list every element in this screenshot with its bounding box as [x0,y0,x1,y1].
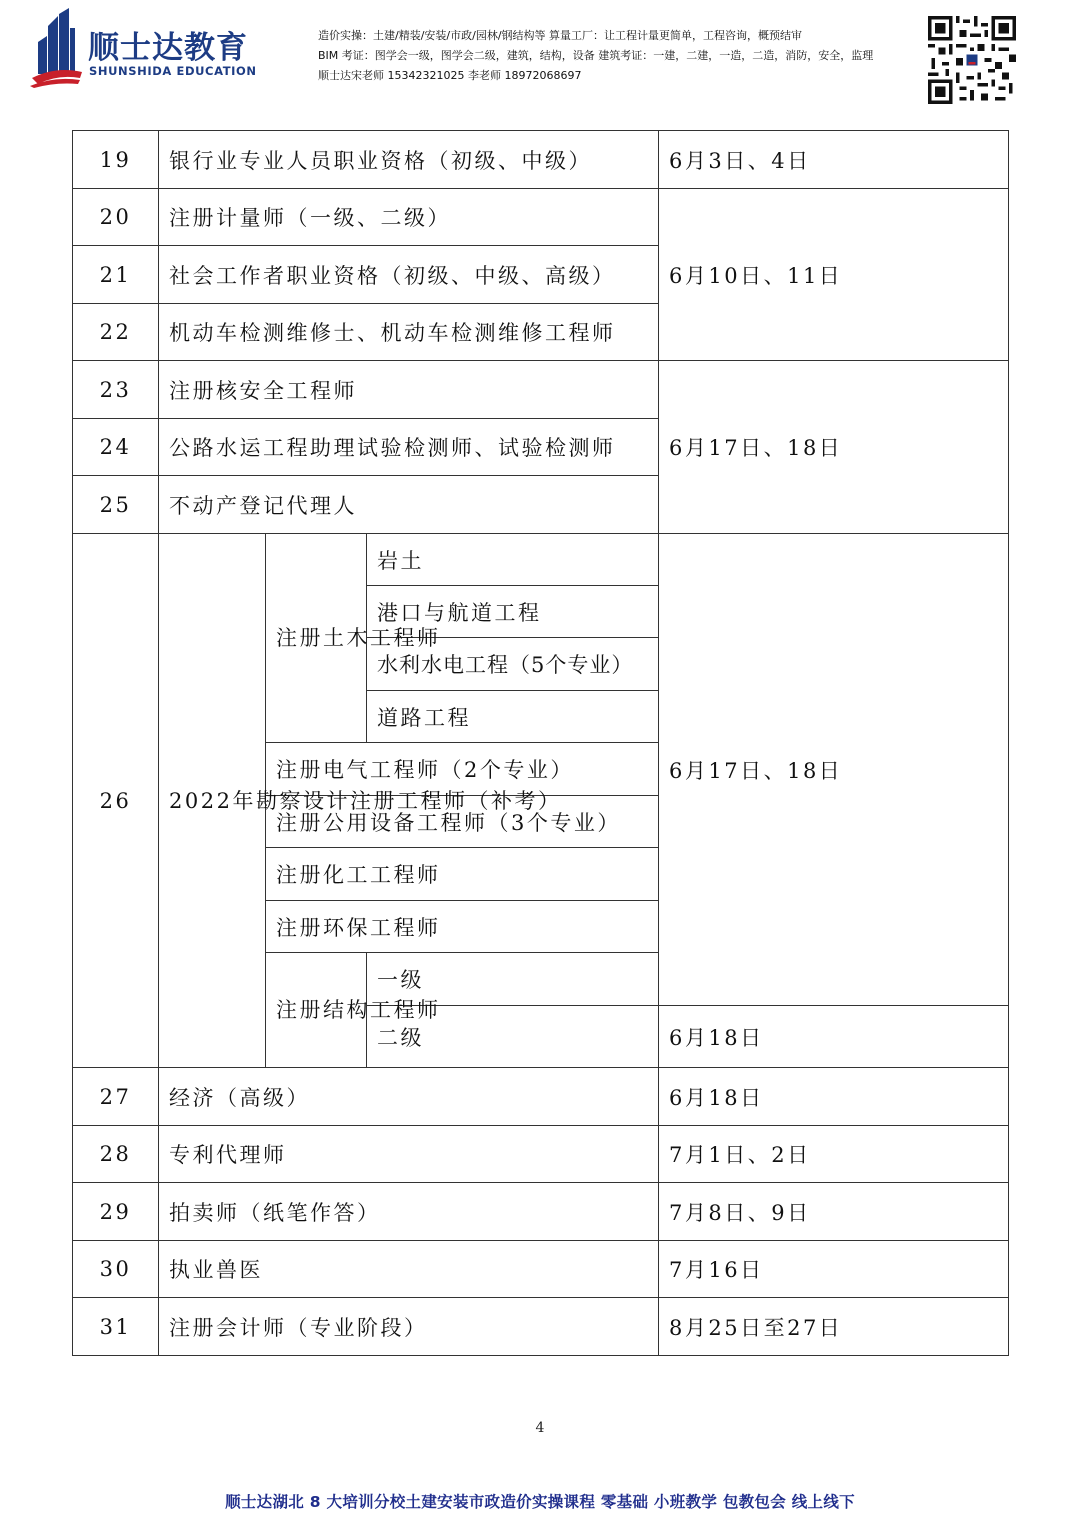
exam-name: 注册核安全工程师 [159,361,659,419]
logo-chinese-name: 顺士达教育 [88,30,248,66]
header-info [318,26,918,86]
qr-code-icon[interactable] [928,14,1016,106]
exam-name: 公路水运工程助理试验检测师、试验检测师 [159,419,659,476]
chemical-engineer: 注册化工工程师 [266,848,659,901]
table-row [73,1298,1009,1356]
environmental-engineer: 注册环保工程师 [266,901,659,953]
row-number: 31 [73,1298,159,1356]
civil-sub-port: 港口与航道工程 [367,586,659,638]
exam-date-main: 6月17日、18日 [659,534,1009,1006]
table-row [73,361,1009,419]
exam-date: 8月25日至27日 [659,1298,1009,1356]
civil-sub-hydro: 水利水电工程（5个专业） [367,638,659,691]
row-number: 26 [73,534,159,1068]
structural-level-2: 二级 [367,1006,659,1068]
exam-schedule-table [72,130,1009,1356]
exam-name: 注册计量师（一级、二级） [159,189,659,246]
exam-date: 7月16日 [659,1241,1009,1298]
page-header [0,0,1080,115]
info-line-certs: BIM 考证：图学会一级，图学会二级，建筑，结构，设备 建筑考证：一建，二建，一造，二造，消防，安全，监理 [318,49,874,62]
civil-sub-road: 道路工程 [367,691,659,743]
exam-date: 6月18日 [659,1068,1009,1126]
utility-engineer: 注册公用设备工程师（3个专业） [266,796,659,848]
row-number: 30 [73,1241,159,1298]
row-number: 28 [73,1126,159,1183]
table-row [73,1241,1009,1298]
row-number: 23 [73,361,159,419]
exam-date: 7月8日、9日 [659,1183,1009,1241]
exam-name: 执业兽医 [159,1241,659,1298]
shunshida-logo-icon [28,8,84,88]
table-row [73,1126,1009,1183]
table-row [73,1068,1009,1126]
structural-level-1: 一级 [367,953,659,1006]
structural-engineer-label: 注册结构工程师 [266,953,367,1068]
table-row-26 [73,534,1009,586]
exam-name: 机动车检测维修士、机动车检测维修工程师 [159,304,659,361]
exam-date: 6月17日、18日 [659,361,1009,534]
exam-name: 注册会计师（专业阶段） [159,1298,659,1356]
info-line-services: 造价实操：土建/精装/安装/市政/园林/钢结构等 算量工厂：让工程计量更简单，工程咨询，概预结审 [318,29,803,42]
civil-sub-geotech: 岩土 [367,534,659,586]
table-row [73,131,1009,189]
exam-name: 银行业专业人员职业资格（初级、中级） [159,131,659,189]
exam-date: 7月1日、2日 [659,1126,1009,1183]
footer-banner: 顺士达湖北 8 大培训分校土建安装市政造价实操课程 零基础 小班教学 包教包会 线上线下 [225,1493,855,1511]
row-number: 22 [73,304,159,361]
exam-date-level2: 6月18日 [659,1006,1009,1068]
page-number: 4 [535,1420,545,1436]
row-number: 25 [73,476,159,534]
exam-date: 6月3日、4日 [659,131,1009,189]
row-number: 21 [73,246,159,304]
exam-category-title: 2022年勘察设计注册工程师（补考） [159,534,266,1068]
exam-name: 专利代理师 [159,1126,659,1183]
exam-date: 6月10日、11日 [659,189,1009,361]
exam-name: 拍卖师（纸笔作答） [159,1183,659,1241]
row-number: 27 [73,1068,159,1126]
exam-name: 经济（高级） [159,1068,659,1126]
table-row [73,189,1009,246]
row-number: 29 [73,1183,159,1241]
table-row [73,1183,1009,1241]
logo-english-name: SHUNSHIDA EDUCATION [89,64,257,78]
civil-engineer-label: 注册土木工程师 [266,534,367,743]
row-number: 24 [73,419,159,476]
row-number: 19 [73,131,159,189]
exam-name: 不动产登记代理人 [159,476,659,534]
exam-name: 社会工作者职业资格（初级、中级、高级） [159,246,659,304]
electrical-engineer: 注册电气工程师（2个专业） [266,743,659,796]
row-number: 20 [73,189,159,246]
info-line-contacts: 顺士达宋老师 15342321025 李老师 18972068697 [318,69,582,82]
